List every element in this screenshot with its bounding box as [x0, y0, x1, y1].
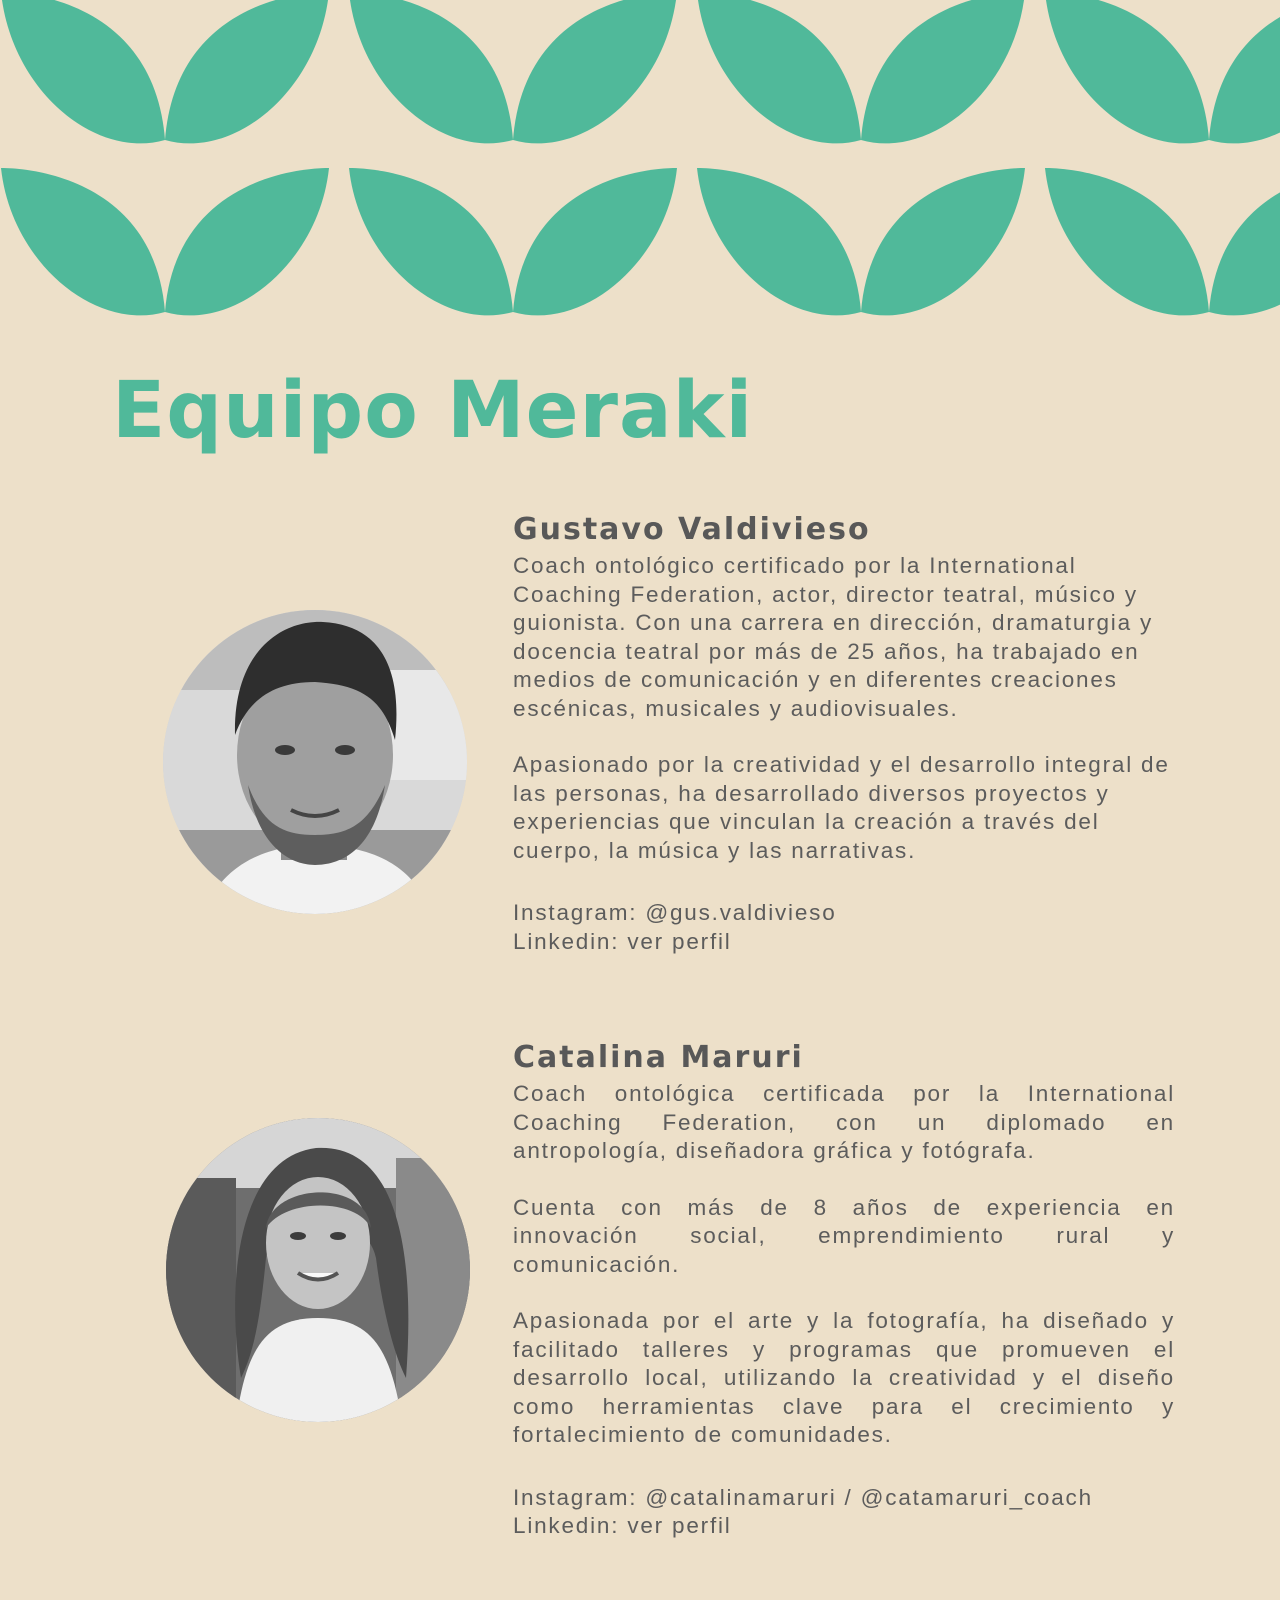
- gustavo-photo: [163, 610, 467, 914]
- leaf-shape: [697, 0, 861, 143]
- member-name: Catalina Maruri: [513, 1040, 804, 1075]
- leaf-shape: [513, 0, 677, 143]
- member-links: [513, 1484, 1175, 1541]
- leaf-shape: [1209, 168, 1280, 315]
- member-bio-paragraph: Coach ontológico certificado por la International Coaching Federation, actor, director teatral, músico y guionista. Con una carrera en dirección, dramaturgia y docencia teatral por más de 25 años, ha trabajado en medios de comunicación y en diferentes creaciones escénicas, musicales y audiovisuales.: [513, 553, 1153, 721]
- instagram-link[interactable]: Instagram: @gus.valdivieso: [513, 900, 837, 925]
- page-title: Equipo Meraki: [112, 366, 754, 456]
- member-bio-paragraph: Cuenta con más de 8 años de experiencia en innovación social, emprendimiento rural y comunicación.: [513, 1194, 1175, 1277]
- leaf-pattern-header: [0, 0, 1280, 340]
- member-bio-paragraph: Coach ontológica certificada por la International Coaching Federation, con un diplomado en antropología, diseñadora gráfica y fotógrafa.: [513, 1081, 1175, 1163]
- member-bio-paragraph: Apasionada por el arte y la fotografía, ha diseñado y facilitado talleres y programas que promueven el desarrollo local, utilizando la creatividad y el diseño como herramientas clave para el crecimiento y fortalecimiento de comunidades.: [513, 1308, 1175, 1447]
- leaf-shape: [697, 168, 861, 315]
- leaf-shape: [1, 168, 165, 315]
- leaf-shape: [1, 0, 165, 143]
- leaf-shape: [165, 0, 329, 143]
- leaf-shape: [861, 168, 1025, 315]
- leaf-shape: [1045, 0, 1209, 143]
- leaf-shape: [1045, 168, 1209, 315]
- catalina-photo: [166, 1118, 470, 1422]
- member-links: [513, 899, 1175, 956]
- leaf-shape: [1209, 0, 1280, 143]
- leaf-shape: [165, 168, 329, 315]
- linkedin-link[interactable]: Linkedin: ver perfil: [513, 928, 732, 954]
- leaf-shape: [349, 0, 513, 143]
- member-catalina: [513, 1040, 1175, 1541]
- linkedin-link[interactable]: Linkedin: ver perfil: [513, 1513, 732, 1538]
- member-gustavo: [513, 512, 1175, 956]
- instagram-link[interactable]: Instagram: @catalinamaruri / @catamaruri_coach: [513, 1484, 1093, 1510]
- leaf-shape: [861, 0, 1025, 143]
- leaf-shape: [349, 168, 513, 315]
- member-bio-paragraph: Apasionado por la creatividad y el desarrollo integral de las personas, ha desarrollado diversos proyectos y experiencias que vinculan la creación a través del cuerpo, la música y las narrativas.: [513, 752, 1170, 863]
- member-name: Gustavo Valdivieso: [513, 512, 871, 547]
- leaf-shape: [513, 168, 677, 315]
